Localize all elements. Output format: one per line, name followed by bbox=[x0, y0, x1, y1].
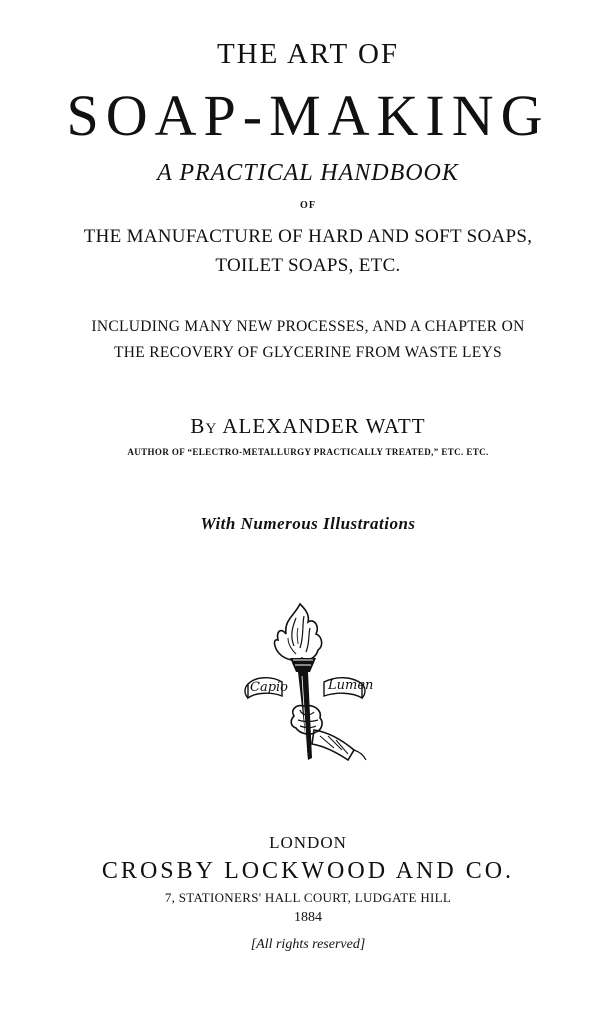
author-credentials: AUTHOR OF “ELECTRO-METALLURGY PRACTICALLY TREATED,” ETC. ETC. bbox=[127, 447, 489, 457]
of-connector: OF bbox=[300, 200, 316, 211]
illustrations-note: With Numerous Illustrations bbox=[200, 514, 416, 533]
by-label-rest: Y bbox=[205, 421, 218, 437]
publisher-city: LONDON bbox=[269, 833, 347, 852]
book-title: SOAP-MAKING bbox=[66, 83, 550, 148]
publication-year: 1884 bbox=[294, 910, 322, 925]
contents-note-line-2: THE RECOVERY OF GLYCERINE FROM WASTE LEYS bbox=[114, 344, 502, 361]
rights-notice: [All rights reserved] bbox=[250, 937, 366, 952]
emblem-motto-left: Capio bbox=[250, 680, 289, 695]
author-name: ALEXANDER WATT bbox=[222, 414, 426, 438]
title-line-1: THE ART OF bbox=[216, 38, 400, 70]
publisher-name: CROSBY LOCKWOOD AND CO. bbox=[101, 858, 515, 884]
contents-note-line-1: INCLUDING MANY NEW PROCESSES, AND A CHAPTER ON bbox=[91, 318, 525, 335]
by-label bbox=[190, 414, 217, 438]
publisher-emblem bbox=[238, 598, 378, 770]
emblem-motto-right: Lumen bbox=[328, 678, 374, 693]
by-label-initial: B bbox=[190, 414, 206, 438]
publisher-address: 7, STATIONERS' HALL COURT, LUDGATE HILL bbox=[164, 890, 452, 905]
author-line bbox=[0, 414, 616, 439]
subtitle: A PRACTICAL HANDBOOK bbox=[157, 160, 459, 186]
description-line-1: THE MANUFACTURE OF HARD AND SOFT SOAPS, bbox=[83, 226, 533, 247]
description-line-2: TOILET SOAPS, ETC. bbox=[215, 255, 401, 276]
